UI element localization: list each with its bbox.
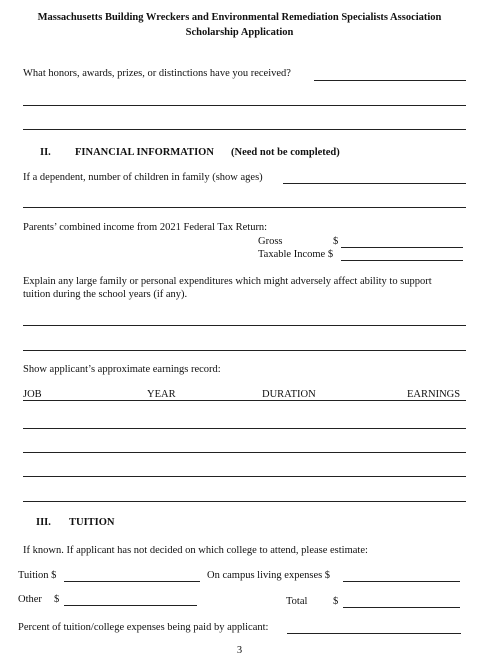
on-campus-expenses-label: On campus living expenses $ bbox=[207, 570, 331, 581]
page-number: 3 bbox=[236, 645, 243, 656]
honors-question: What honors, awards, prizes, or distinctions have you received? bbox=[23, 68, 291, 79]
percent-paid-label: Percent of tuition/college expenses being paid by applicant: bbox=[18, 622, 269, 633]
total-dollar: $ bbox=[333, 596, 339, 607]
taxable-income-field[interactable] bbox=[341, 260, 463, 261]
other-label: Other bbox=[18, 594, 42, 605]
gross-dollar: $ bbox=[333, 236, 339, 247]
taxable-income-label: Taxable Income $ bbox=[258, 249, 334, 260]
earnings-row-line-3[interactable] bbox=[23, 476, 466, 477]
expenditures-question-line-1: Explain any large family or personal expenditures which might adversely affect ability to support bbox=[23, 276, 432, 287]
section-3-number: III. bbox=[36, 517, 51, 528]
section-3-title: TUITION bbox=[69, 517, 115, 528]
other-dollar: $ bbox=[54, 594, 60, 605]
form-title: Massachusetts Building Wreckers and Environmental Remediation Specialists Association bbox=[37, 12, 442, 23]
earnings-row-line-1[interactable] bbox=[23, 428, 466, 429]
expenditures-answer-line-1[interactable] bbox=[23, 325, 466, 326]
earnings-row-line-2[interactable] bbox=[23, 452, 466, 453]
dependent-answer-line-1[interactable] bbox=[283, 183, 466, 184]
on-campus-expenses-field[interactable] bbox=[343, 581, 460, 582]
section-2-note: (Need not be completed) bbox=[231, 147, 340, 158]
percent-paid-field[interactable] bbox=[287, 633, 461, 634]
total-field[interactable] bbox=[343, 607, 460, 608]
earnings-record-label: Show applicant’s approximate earnings record: bbox=[23, 364, 221, 375]
earnings-header-rule bbox=[23, 400, 466, 401]
section-2-number: II. bbox=[40, 147, 51, 158]
gross-label: Gross bbox=[258, 236, 283, 247]
column-earnings: EARNINGS bbox=[407, 389, 461, 400]
tuition-label: Tuition $ bbox=[18, 570, 57, 581]
expenditures-question-line-2: tuition during the school years (if any). bbox=[23, 289, 188, 300]
gross-field[interactable] bbox=[341, 247, 463, 248]
column-duration: DURATION bbox=[262, 389, 316, 400]
earnings-row-line-4[interactable] bbox=[23, 501, 466, 502]
dependent-question: If a dependent, number of children in family (show ages) bbox=[23, 172, 263, 183]
column-year: YEAR bbox=[147, 389, 176, 400]
honors-answer-line-1[interactable] bbox=[314, 80, 466, 81]
tuition-field[interactable] bbox=[64, 581, 200, 582]
honors-answer-line-3[interactable] bbox=[23, 129, 466, 130]
column-job: JOB bbox=[23, 389, 42, 400]
expenditures-answer-line-2[interactable] bbox=[23, 350, 466, 351]
honors-answer-line-2[interactable] bbox=[23, 105, 466, 106]
total-label: Total bbox=[286, 596, 308, 607]
form-subtitle: Scholarship Application bbox=[185, 27, 294, 38]
income-label: Parents’ combined income from 2021 Federal Tax Return: bbox=[23, 222, 268, 233]
section-2-title: FINANCIAL INFORMATION bbox=[75, 147, 214, 158]
other-field[interactable] bbox=[64, 605, 197, 606]
tuition-instruction: If known. If applicant has not decided on which college to attend, please estimate: bbox=[23, 545, 368, 556]
dependent-answer-line-2[interactable] bbox=[23, 207, 466, 208]
